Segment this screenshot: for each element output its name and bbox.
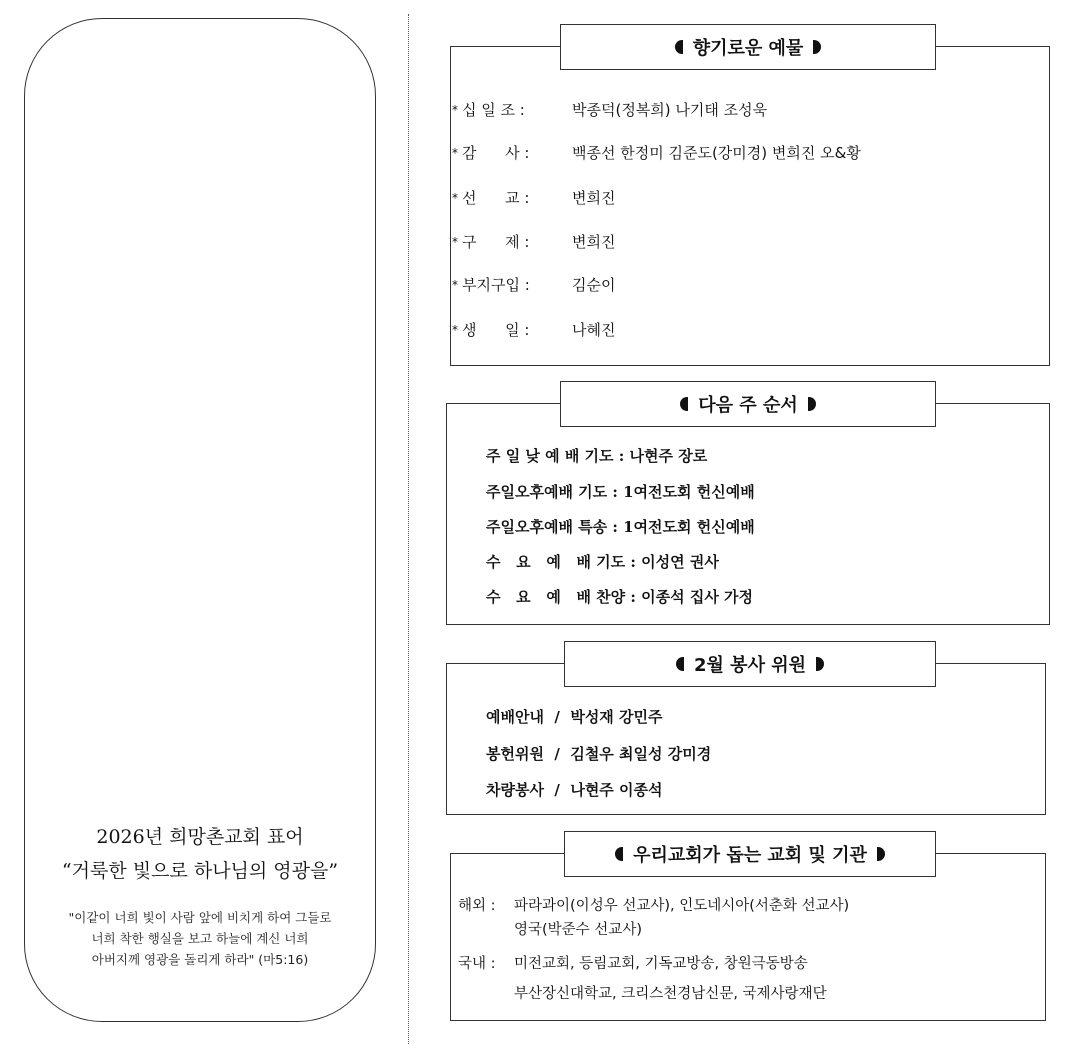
support-domestic-line-1: 미전교회, 등림교회, 기독교방송, 창원극동방송 — [514, 956, 808, 972]
bullet-right-icon — [813, 40, 821, 54]
motto-title-slogan: “거룩한 빛으로 하나님의 영광을” — [61, 860, 339, 882]
support-title — [564, 831, 936, 877]
offering-label: 감 사 : — [462, 144, 530, 162]
offering-row-tithe — [452, 99, 767, 120]
bullet-right-icon — [816, 657, 824, 671]
offering-row-mission — [452, 187, 615, 208]
row-bullet: * — [452, 102, 458, 117]
support-domestic-line-2: 부산장신대학교, 크리스천경남신문, 국제사랑재단 — [514, 986, 827, 1002]
row-bullet: * — [452, 322, 458, 337]
bullet-left-icon — [615, 847, 623, 861]
next-week-row: 주일오후예배 특송 : 1여전도회 헌신예배 — [486, 518, 755, 536]
row-bullet: * — [452, 145, 458, 160]
bullet-right-icon — [877, 847, 885, 861]
support-overseas-label: 해외 : — [458, 898, 496, 914]
offering-names: 김순이 — [572, 276, 616, 294]
support-overseas-line-1: 파라과이(이성우 선교사), 인도네시아(서춘화 선교사) — [514, 898, 850, 914]
volunteer-row: 차량봉사 / 나현주 이종석 — [486, 781, 663, 799]
offering-names: 박종덕(정복희) 나기태 조성욱 — [572, 101, 768, 119]
row-bullet: * — [452, 234, 458, 249]
bullet-left-icon — [680, 397, 688, 411]
support-title-text: 우리교회가 돕는 교회 및 기관 — [633, 845, 867, 866]
offering-row-birthday — [452, 319, 615, 340]
motto-verse-line-1: "이같이 너희 빛이 사람 앞에 비치게 하여 그들로 — [68, 910, 332, 925]
offering-names: 변희진 — [572, 233, 616, 251]
offering-label: 선 교 : — [462, 189, 530, 207]
offering-row-relief — [452, 231, 615, 252]
row-bullet: * — [452, 277, 458, 292]
next-week-title-text: 다음 주 순서 — [698, 395, 798, 416]
offering-label: 십 일 조 : — [462, 101, 525, 119]
bullet-left-icon — [675, 40, 683, 54]
page-fold-divider — [408, 14, 409, 1044]
offerings-title-text: 향기로운 예물 — [692, 38, 804, 59]
offerings-title — [560, 24, 936, 70]
motto-verse-line-2: 너희 착한 행실을 보고 하늘에 계신 너희 — [91, 931, 309, 946]
offering-label: 구 제 : — [462, 233, 530, 251]
motto-verse-line-3: 아버지께 영광을 돌리게 하라" (마5:16) — [91, 952, 309, 967]
support-overseas-row — [458, 894, 850, 915]
volunteers-title-text: 2월 봉사 위원 — [694, 655, 806, 676]
next-week-title — [560, 381, 936, 427]
bullet-right-icon — [808, 397, 816, 411]
support-domestic-row — [458, 952, 808, 973]
next-week-row: 수 요 예 배 찬양 : 이종석 집사 가정 — [486, 588, 754, 606]
next-week-row: 주 일 낮 예 배 기도 : 나현주 장로 — [486, 447, 708, 465]
next-week-row: 수 요 예 배 기도 : 이성연 권사 — [486, 553, 719, 571]
support-overseas-line-2: 영국(박준수 선교사) — [514, 922, 642, 938]
volunteer-row: 예배안내 / 박성재 강민주 — [486, 708, 663, 726]
offering-names: 나혜진 — [572, 321, 616, 339]
offering-row-thanks — [452, 142, 861, 163]
motto-title-year: 2026년 희망촌교회 표어 — [96, 826, 304, 848]
row-bullet: * — [452, 190, 458, 205]
offering-label: 생 일 : — [462, 321, 530, 339]
volunteers-title — [564, 641, 936, 687]
offering-label: 부지구입 : — [462, 276, 530, 294]
bullet-left-icon — [676, 657, 684, 671]
next-week-row: 주일오후예배 기도 : 1여전도회 헌신예배 — [486, 483, 755, 501]
support-domestic-label: 국내 : — [458, 956, 496, 972]
offering-names: 백종선 한정미 김준도(강미경) 변희진 오&황 — [572, 144, 861, 162]
offering-row-land — [452, 274, 615, 295]
offering-names: 변희진 — [572, 189, 616, 207]
volunteer-row: 봉헌위원 / 김철우 최일성 강미경 — [486, 745, 712, 763]
